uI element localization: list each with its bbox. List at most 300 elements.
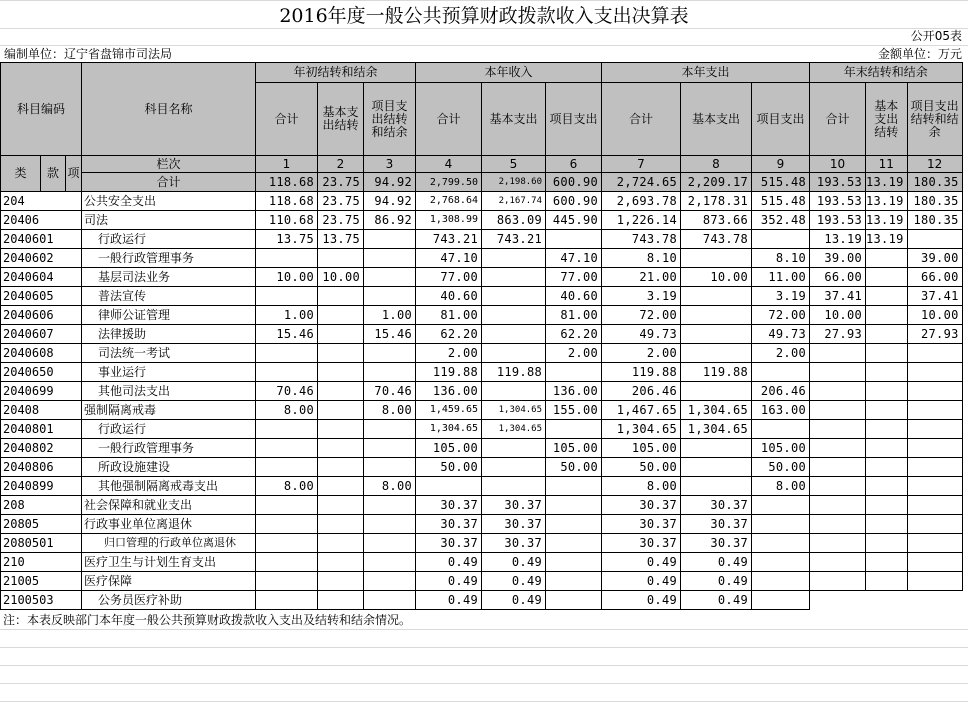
header-kuan: 款 — [41, 156, 66, 192]
total-value: 515.48 — [752, 173, 810, 192]
amount-cell — [681, 439, 752, 458]
amount-cell: 105.00 — [752, 439, 810, 458]
amount-cell — [318, 249, 364, 268]
amount-cell: 81.00 — [546, 306, 602, 325]
column-number: 6 — [546, 156, 602, 173]
column-number: 10 — [810, 156, 866, 173]
amount-cell: 72.00 — [602, 306, 681, 325]
subject-name: 所政设施建设 — [82, 458, 256, 477]
subject-name: 普法宣传 — [82, 287, 256, 306]
amount-cell: 62.20 — [416, 325, 482, 344]
subject-name: 行政事业单位离退休 — [82, 515, 256, 534]
amount-cell: 2.00 — [602, 344, 681, 363]
header-group-expense: 本年支出 — [602, 63, 810, 83]
subheader-col-2: 基本支出结转 — [318, 83, 364, 156]
amount-cell — [907, 230, 962, 249]
amount-cell — [364, 287, 416, 306]
amount-cell — [318, 344, 364, 363]
amount-cell: 1,304.65 — [482, 401, 546, 420]
subject-name: 其他强制隔离戒毒支出 — [82, 477, 256, 496]
amount-cell: 2,768.64 — [416, 192, 482, 211]
amount-cell: 2.00 — [416, 344, 482, 363]
amount-cell — [866, 287, 908, 306]
amount-cell: 50.00 — [416, 458, 482, 477]
amount-cell — [907, 477, 962, 496]
amount-cell — [256, 249, 318, 268]
amount-cell: 743.78 — [681, 230, 752, 249]
amount-cell — [681, 477, 752, 496]
amount-cell: 1,467.65 — [602, 401, 681, 420]
amount-cell — [364, 249, 416, 268]
amount-cell: 10.00 — [256, 268, 318, 287]
amount-cell — [866, 553, 908, 572]
amount-cell: 206.46 — [602, 382, 681, 401]
amount-cell — [364, 553, 416, 572]
amount-cell — [546, 534, 602, 553]
amount-cell: 37.41 — [810, 287, 866, 306]
footnote: 注：本表反映部门本年度一般公共预算财政拨款收入支出及结转和结余情况。 — [3, 613, 412, 627]
amount-cell — [810, 515, 866, 534]
amount-cell: 66.00 — [810, 268, 866, 287]
amount-cell — [318, 439, 364, 458]
amount-cell — [256, 572, 318, 591]
amount-cell: 30.37 — [602, 534, 681, 553]
subheader-col-12: 项目支出结转和结余 — [907, 83, 962, 156]
amount-cell — [810, 534, 866, 553]
amount-cell — [256, 591, 318, 610]
amount-cell: 72.00 — [752, 306, 810, 325]
amount-cell — [866, 439, 908, 458]
amount-cell — [256, 363, 318, 382]
amount-cell — [482, 249, 546, 268]
amount-cell — [681, 306, 752, 325]
amount-cell: 0.49 — [482, 572, 546, 591]
amount-cell: 8.00 — [364, 477, 416, 496]
amount-cell — [256, 287, 318, 306]
amount-cell — [546, 420, 602, 439]
amount-cell: 15.46 — [364, 325, 416, 344]
subject-code: 2100503 — [1, 591, 82, 610]
amount-cell — [546, 496, 602, 515]
total-value: 94.92 — [364, 173, 416, 192]
amount-cell: 10.00 — [907, 306, 962, 325]
amount-cell — [681, 249, 752, 268]
amount-cell: 600.90 — [546, 192, 602, 211]
amount-cell: 0.49 — [681, 553, 752, 572]
total-value: 23.75 — [318, 173, 364, 192]
column-number: 4 — [416, 156, 482, 173]
amount-cell: 23.75 — [318, 192, 364, 211]
subject-code: 210 — [1, 553, 82, 572]
column-number: 8 — [681, 156, 752, 173]
amount-cell: 30.37 — [416, 534, 482, 553]
total-value: 2,209.17 — [681, 173, 752, 192]
amount-cell — [752, 553, 810, 572]
amount-cell — [810, 553, 866, 572]
amount-cell — [256, 344, 318, 363]
amount-cell — [318, 306, 364, 325]
table-row — [1, 325, 963, 344]
amount-cell: 21.00 — [602, 268, 681, 287]
total-value: 180.35 — [907, 173, 962, 192]
amount-cell — [364, 268, 416, 287]
amount-cell — [318, 401, 364, 420]
amount-cell: 40.60 — [416, 287, 482, 306]
amount-cell — [364, 458, 416, 477]
amount-cell: 30.37 — [482, 496, 546, 515]
subject-name: 归口管理的行政单位离退休 — [82, 534, 256, 553]
amount-cell — [907, 458, 962, 477]
amount-cell: 30.37 — [681, 534, 752, 553]
amount-cell: 30.37 — [602, 515, 681, 534]
amount-cell — [866, 591, 908, 610]
amount-cell — [866, 496, 908, 515]
amount-cell: 105.00 — [546, 439, 602, 458]
amount-cell — [681, 344, 752, 363]
subheader-col-8: 基本支出 — [681, 83, 752, 156]
amount-cell: 0.49 — [602, 553, 681, 572]
amount-cell — [866, 458, 908, 477]
total-value: 118.68 — [256, 173, 318, 192]
subject-code: 208 — [1, 496, 82, 515]
table-row — [1, 344, 963, 363]
amount-cell — [318, 534, 364, 553]
amount-cell: 0.49 — [416, 553, 482, 572]
table-row — [1, 363, 963, 382]
amount-cell — [752, 572, 810, 591]
table-row — [1, 553, 963, 572]
amount-cell — [364, 591, 416, 610]
amount-cell — [256, 420, 318, 439]
subject-name: 医疗卫生与计划生育支出 — [82, 553, 256, 572]
subject-code: 2040602 — [1, 249, 82, 268]
column-number: 5 — [482, 156, 546, 173]
table-row — [1, 439, 963, 458]
amount-cell: 206.46 — [752, 382, 810, 401]
amount-cell — [866, 344, 908, 363]
amount-cell: 743.21 — [482, 230, 546, 249]
column-number: 7 — [602, 156, 681, 173]
amount-cell — [866, 363, 908, 382]
amount-cell — [318, 591, 364, 610]
amount-cell: 0.49 — [416, 591, 482, 610]
table-row — [1, 230, 963, 249]
amount-cell: 0.49 — [602, 572, 681, 591]
amount-cell — [752, 230, 810, 249]
amount-cell: 0.49 — [602, 591, 681, 610]
amount-cell: 180.35 — [907, 192, 962, 211]
amount-cell — [546, 591, 602, 610]
amount-cell: 2,178.31 — [681, 192, 752, 211]
total-value: 13.19 — [866, 173, 908, 192]
subject-name: 社会保障和就业支出 — [82, 496, 256, 515]
amount-cell — [907, 439, 962, 458]
amount-cell — [681, 325, 752, 344]
amount-cell: 119.88 — [416, 363, 482, 382]
amount-cell — [810, 477, 866, 496]
amount-cell — [256, 439, 318, 458]
amount-cell: 30.37 — [416, 515, 482, 534]
subheader-col-5: 基本支出 — [482, 83, 546, 156]
amount-cell — [482, 287, 546, 306]
amount-cell: 8.00 — [752, 477, 810, 496]
subject-name: 事业运行 — [82, 363, 256, 382]
amount-cell — [866, 477, 908, 496]
amount-cell: 1,304.65 — [602, 420, 681, 439]
amount-cell — [866, 306, 908, 325]
amount-cell: 515.48 — [752, 192, 810, 211]
total-value: 193.53 — [810, 173, 866, 192]
amount-cell — [256, 553, 318, 572]
header-lei: 类 — [1, 156, 41, 192]
amount-cell: 0.49 — [416, 572, 482, 591]
amount-cell: 105.00 — [416, 439, 482, 458]
report-title: 2016年度一般公共预算财政拨款收入支出决算表 — [279, 5, 689, 27]
amount-cell: 40.60 — [546, 287, 602, 306]
amount-cell: 119.88 — [602, 363, 681, 382]
amount-cell — [364, 534, 416, 553]
amount-cell: 13.19 — [866, 192, 908, 211]
amount-cell — [866, 325, 908, 344]
amount-cell: 743.78 — [602, 230, 681, 249]
amount-cell — [256, 515, 318, 534]
amount-cell — [482, 439, 546, 458]
amount-cell — [810, 363, 866, 382]
amount-cell — [752, 420, 810, 439]
amount-cell: 445.90 — [546, 211, 602, 230]
amount-cell — [546, 515, 602, 534]
amount-cell: 70.46 — [364, 382, 416, 401]
subject-code: 20805 — [1, 515, 82, 534]
table-row — [1, 477, 963, 496]
amount-cell — [907, 572, 962, 591]
subject-code: 2040601 — [1, 230, 82, 249]
header-group-opening: 年初结转和结余 — [256, 63, 416, 83]
amount-cell: 10.00 — [681, 268, 752, 287]
amount-cell — [256, 458, 318, 477]
table-row — [1, 572, 963, 591]
amount-cell: 2,167.74 — [482, 192, 546, 211]
amount-cell — [810, 420, 866, 439]
column-number: 9 — [752, 156, 810, 173]
amount-cell — [810, 458, 866, 477]
amount-cell: 30.37 — [681, 496, 752, 515]
subject-name: 一般行政管理事务 — [82, 439, 256, 458]
amount-cell: 39.00 — [907, 249, 962, 268]
subheader-col-7: 合计 — [602, 83, 681, 156]
amount-cell — [810, 344, 866, 363]
amount-cell: 1,304.65 — [482, 420, 546, 439]
amount-cell — [752, 496, 810, 515]
amount-cell: 30.37 — [602, 496, 681, 515]
amount-cell — [318, 420, 364, 439]
subheader-col-4: 合计 — [416, 83, 482, 156]
subject-code: 2040806 — [1, 458, 82, 477]
subject-code: 2040699 — [1, 382, 82, 401]
amount-cell: 10.00 — [810, 306, 866, 325]
amount-cell: 193.53 — [810, 211, 866, 230]
amount-cell: 3.19 — [602, 287, 681, 306]
amount-cell — [866, 534, 908, 553]
amount-cell — [546, 572, 602, 591]
amount-cell — [866, 420, 908, 439]
subject-name: 行政运行 — [82, 230, 256, 249]
amount-cell: 8.00 — [602, 477, 681, 496]
amount-cell: 23.75 — [318, 211, 364, 230]
amount-cell — [256, 496, 318, 515]
amount-cell: 1,304.65 — [681, 401, 752, 420]
amount-cell: 94.92 — [364, 192, 416, 211]
form-number: 公开05表 — [910, 29, 962, 43]
amount-cell — [364, 496, 416, 515]
header-name: 科目名称 — [82, 63, 256, 156]
amount-cell: 27.93 — [810, 325, 866, 344]
amount-cell — [482, 458, 546, 477]
amount-cell — [546, 363, 602, 382]
subheader-col-1: 合计 — [256, 83, 318, 156]
amount-cell: 77.00 — [416, 268, 482, 287]
amount-cell — [866, 249, 908, 268]
subheader-col-10: 合计 — [810, 83, 866, 156]
subject-code: 2080501 — [1, 534, 82, 553]
amount-cell: 136.00 — [416, 382, 482, 401]
amount-cell — [810, 439, 866, 458]
table-row — [1, 401, 963, 420]
amount-cell — [907, 534, 962, 553]
amount-cell: 50.00 — [602, 458, 681, 477]
amount-cell — [866, 401, 908, 420]
subject-name: 法律援助 — [82, 325, 256, 344]
amount-cell — [752, 534, 810, 553]
amount-cell: 2,693.78 — [602, 192, 681, 211]
amount-cell — [364, 344, 416, 363]
amount-cell — [866, 572, 908, 591]
subject-name: 医疗保障 — [82, 572, 256, 591]
amount-cell — [482, 268, 546, 287]
amount-cell: 8.00 — [256, 477, 318, 496]
subject-code: 204 — [1, 192, 82, 211]
subject-code: 2040650 — [1, 363, 82, 382]
amount-cell — [364, 420, 416, 439]
amount-cell — [546, 477, 602, 496]
amount-cell: 136.00 — [546, 382, 602, 401]
amount-cell: 47.10 — [416, 249, 482, 268]
amount-cell — [318, 477, 364, 496]
table-row — [1, 496, 963, 515]
header-group-income: 本年收入 — [416, 63, 602, 83]
total-label: 合计 — [82, 173, 256, 192]
amount-cell — [907, 515, 962, 534]
header-group-closing: 年末结转和结余 — [810, 63, 963, 83]
subheader-col-3: 项目支出结转和结余 — [364, 83, 416, 156]
amount-cell — [482, 325, 546, 344]
amount-cell: 13.75 — [318, 230, 364, 249]
amount-cell: 15.46 — [256, 325, 318, 344]
amount-cell — [681, 382, 752, 401]
amount-cell: 0.49 — [681, 572, 752, 591]
amount-cell — [907, 591, 962, 610]
table-row — [1, 287, 963, 306]
amount-cell: 863.09 — [482, 211, 546, 230]
amount-cell: 62.20 — [546, 325, 602, 344]
subject-name: 律师公证管理 — [82, 306, 256, 325]
amount-cell: 0.49 — [482, 591, 546, 610]
amount-cell: 155.00 — [546, 401, 602, 420]
total-value: 2,198.60 — [482, 173, 546, 192]
amount-cell: 1.00 — [256, 306, 318, 325]
amount-cell: 2.00 — [546, 344, 602, 363]
amount-cell: 13.75 — [256, 230, 318, 249]
subject-name: 公共安全支出 — [82, 192, 256, 211]
budget-table — [0, 62, 963, 610]
subject-name: 司法 — [82, 211, 256, 230]
amount-cell — [907, 553, 962, 572]
amount-cell — [364, 230, 416, 249]
amount-cell: 119.88 — [681, 363, 752, 382]
table-row — [1, 591, 963, 610]
amount-cell — [318, 515, 364, 534]
header-code: 科目编码 — [1, 63, 82, 156]
subject-name: 一般行政管理事务 — [82, 249, 256, 268]
amount-cell — [752, 591, 810, 610]
table-row — [1, 420, 963, 439]
amount-cell — [907, 344, 962, 363]
amount-cell — [752, 363, 810, 382]
amount-cell: 86.92 — [364, 211, 416, 230]
amount-cell: 27.93 — [907, 325, 962, 344]
amount-cell — [318, 325, 364, 344]
table-row — [1, 534, 963, 553]
column-number: 12 — [907, 156, 962, 173]
table-row — [1, 249, 963, 268]
amount-cell: 49.73 — [752, 325, 810, 344]
amount-cell — [318, 382, 364, 401]
table-row — [1, 211, 963, 230]
amount-cell — [318, 572, 364, 591]
subject-code: 20408 — [1, 401, 82, 420]
amount-cell: 1,226.14 — [602, 211, 681, 230]
subheader-col-11: 基本支出结转 — [866, 83, 908, 156]
header-lanci: 栏次 — [82, 156, 256, 173]
amount-cell — [810, 591, 866, 610]
amount-unit: 金额单位：万元 — [877, 47, 962, 61]
amount-cell — [866, 382, 908, 401]
subject-code: 21005 — [1, 572, 82, 591]
amount-cell — [810, 401, 866, 420]
reporting-unit: 编制单位：辽宁省盘锦市司法局 — [4, 47, 173, 61]
amount-cell: 1,304.65 — [681, 420, 752, 439]
amount-cell — [364, 572, 416, 591]
amount-cell — [810, 496, 866, 515]
amount-cell — [546, 553, 602, 572]
amount-cell — [364, 515, 416, 534]
subject-code: 2040802 — [1, 439, 82, 458]
amount-cell: 30.37 — [681, 515, 752, 534]
amount-cell: 8.00 — [364, 401, 416, 420]
amount-cell — [907, 363, 962, 382]
amount-cell: 11.00 — [752, 268, 810, 287]
amount-cell: 1,459.65 — [416, 401, 482, 420]
amount-cell — [907, 382, 962, 401]
amount-cell — [810, 382, 866, 401]
amount-cell: 1,304.65 — [416, 420, 482, 439]
amount-cell — [318, 363, 364, 382]
amount-cell: 13.19 — [810, 230, 866, 249]
amount-cell: 70.46 — [256, 382, 318, 401]
amount-cell: 180.35 — [907, 211, 962, 230]
amount-cell — [907, 420, 962, 439]
table-row — [1, 382, 963, 401]
